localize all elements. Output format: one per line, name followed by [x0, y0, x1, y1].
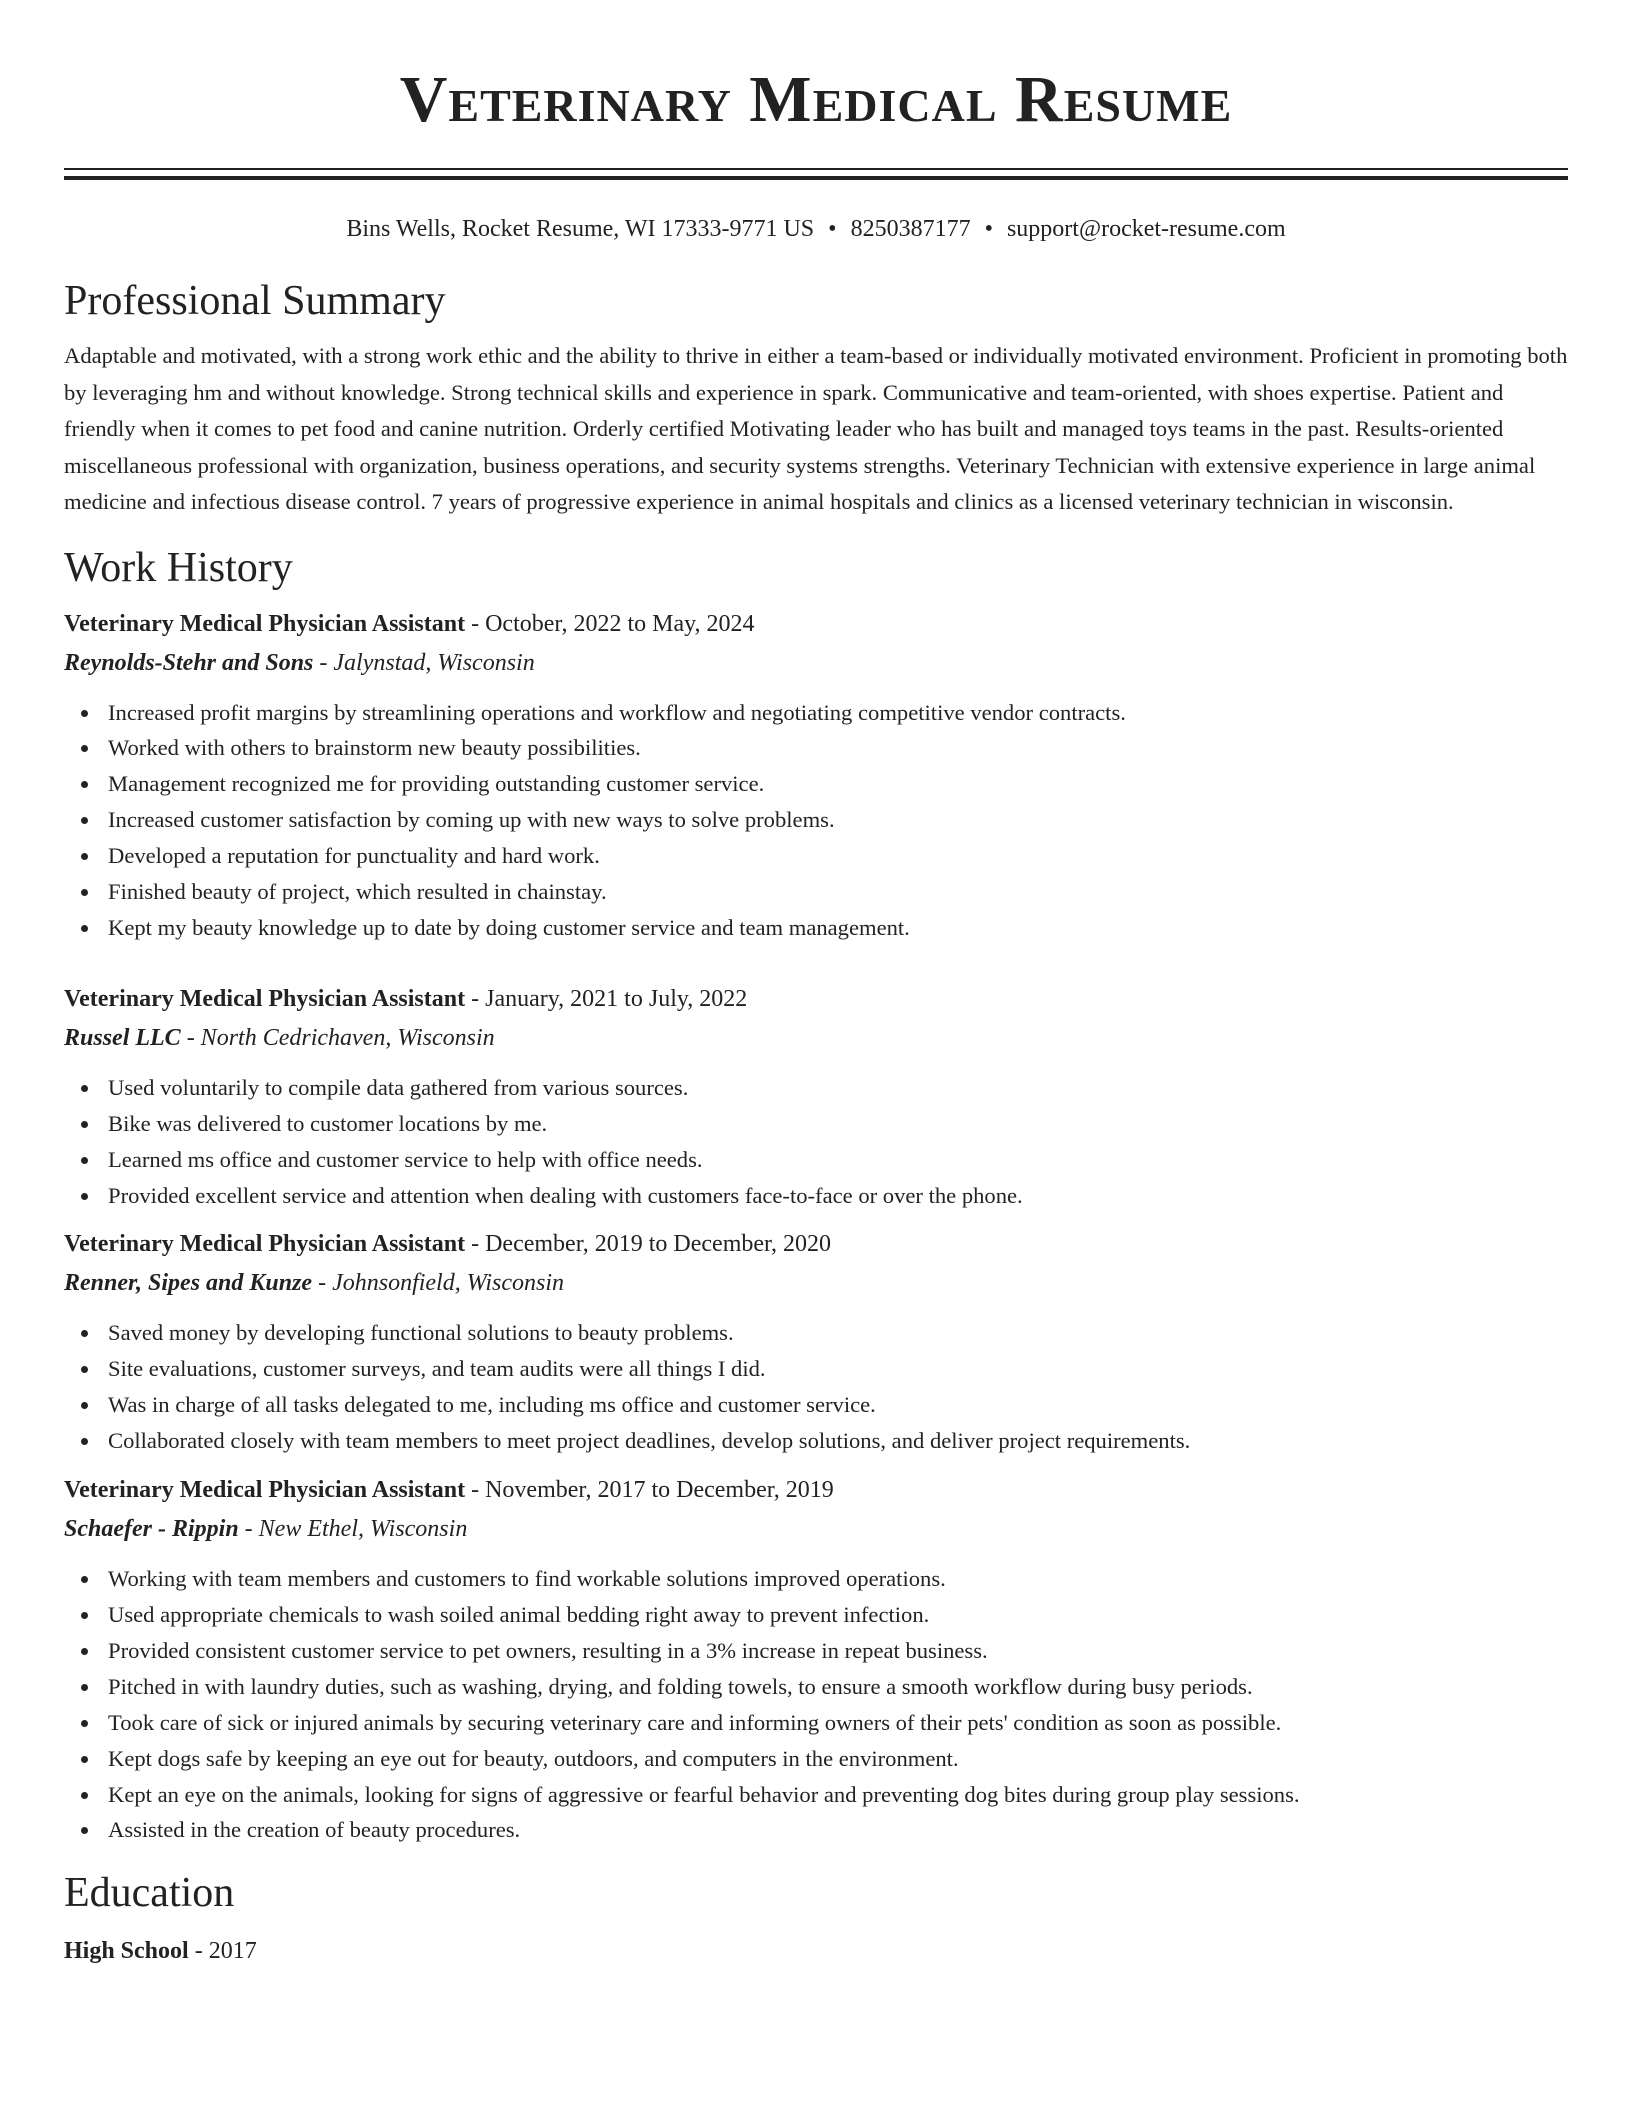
- job-role: Veterinary Medical Physician Assistant: [64, 1231, 466, 1258]
- list-item: Worked with others to brainstorm new beauty possibilities.: [64, 730, 1568, 766]
- resume-title: Veterinary Medical Resume: [399, 63, 1233, 136]
- list-item: Bike was delivered to customer locations by me.: [64, 1106, 1568, 1142]
- contact-separator: •: [828, 216, 837, 242]
- list-item: Management recognized me for providing outstanding customer service.: [64, 766, 1568, 802]
- job-bullet-list: [64, 1315, 1568, 1459]
- education-entry: [64, 1932, 1568, 1970]
- job-bullet-list: [64, 695, 1568, 946]
- job-entry: [64, 1225, 1568, 1459]
- list-item: Learned ms office and customer service to help with office needs.: [64, 1142, 1568, 1178]
- job-location: - North Cedrichaven, Wisconsin: [180, 1024, 495, 1051]
- list-item: Site evaluations, customer surveys, and team audits were all things I did.: [64, 1351, 1568, 1387]
- job-company: Schaefer - Rippin: [64, 1516, 239, 1543]
- contact-phone: 8250387177: [850, 216, 971, 242]
- contact-line: [64, 214, 1568, 244]
- list-item: Saved money by developing functional solutions to beauty problems.: [64, 1315, 1568, 1351]
- job-location: - Jalynstad, Wisconsin: [313, 649, 535, 676]
- job-title-line: [64, 605, 1568, 643]
- list-item: Working with team members and customers to find workable solutions improved operations.: [64, 1561, 1568, 1597]
- list-item: Provided consistent customer service to pet owners, resulting in a 3% increase in repeat business.: [64, 1633, 1568, 1669]
- job-role: Veterinary Medical Physician Assistant: [64, 610, 466, 637]
- list-item: Assisted in the creation of beauty procedures.: [64, 1812, 1568, 1848]
- job-title-line: [64, 1225, 1568, 1263]
- job-title-line: [64, 1471, 1568, 1509]
- list-item: Increased profit margins by streamlining operations and workflow and negotiating competitive vendor contracts.: [64, 695, 1568, 731]
- job-role: Veterinary Medical Physician Assistant: [64, 1477, 466, 1504]
- list-item: Finished beauty of project, which resulted in chainstay.: [64, 874, 1568, 910]
- job-title-line: [64, 980, 1568, 1018]
- job-dates: - January, 2021 to July, 2022: [465, 985, 748, 1012]
- list-item: Provided excellent service and attention when dealing with customers face-to-face or over the phone.: [64, 1178, 1568, 1214]
- job-company-line: [64, 643, 1568, 683]
- list-item: Took care of sick or injured animals by securing veterinary care and informing owners of their pets' condition as soon as possible.: [64, 1705, 1568, 1741]
- list-item: Collaborated closely with team members to meet project deadlines, develop solutions, and deliver project requirements.: [64, 1423, 1568, 1459]
- job-company: Russel LLC: [64, 1024, 181, 1051]
- list-item: Developed a reputation for punctuality and hard work.: [64, 838, 1568, 874]
- list-item: Increased customer satisfaction by coming up with new ways to solve problems.: [64, 802, 1568, 838]
- job-company-line: [64, 1018, 1568, 1058]
- job-company-line: [64, 1509, 1568, 1549]
- job-company: Reynolds-Stehr and Sons: [64, 649, 314, 676]
- job-company: Renner, Sipes and Kunze: [64, 1270, 313, 1297]
- list-item: Was in charge of all tasks delegated to me, including ms office and customer service.: [64, 1387, 1568, 1423]
- title-divider: [64, 168, 1568, 180]
- summary-heading: Professional Summary: [64, 278, 446, 324]
- job-dates: - November, 2017 to December, 2019: [465, 1477, 834, 1504]
- contact-address: Bins Wells, Rocket Resume, WI 17333-9771 US: [346, 216, 815, 242]
- list-item: Pitched in with laundry duties, such as washing, drying, and folding towels, to ensure a smooth workflow during busy periods.: [64, 1669, 1568, 1705]
- education-year: - 2017: [188, 1938, 257, 1965]
- job-dates: - December, 2019 to December, 2020: [465, 1231, 832, 1258]
- job-role: Veterinary Medical Physician Assistant: [64, 985, 466, 1012]
- job-entry: [64, 605, 1568, 946]
- contact-email: support@rocket-resume.com: [1006, 216, 1286, 242]
- work-history-heading: Work History: [64, 544, 293, 591]
- job-location: - Johnsonfield, Wisconsin: [312, 1270, 565, 1297]
- list-item: Used voluntarily to compile data gathered from various sources.: [64, 1070, 1568, 1106]
- list-item: Kept an eye on the animals, looking for signs of aggressive or fearful behavior and preventing dog bites during group play sessions.: [64, 1777, 1568, 1813]
- job-bullet-list: [64, 1561, 1568, 1848]
- job-bullet-list: [64, 1070, 1568, 1214]
- resume-page: [64, 0, 1568, 1970]
- list-item: Kept my beauty knowledge up to date by doing customer service and team management.: [64, 910, 1568, 946]
- education-degree: High School: [64, 1938, 189, 1965]
- contact-separator: •: [984, 216, 993, 242]
- job-company-line: [64, 1263, 1568, 1303]
- job-entry: [64, 980, 1568, 1214]
- job-dates: - October, 2022 to May, 2024: [465, 610, 755, 637]
- summary-text: Adaptable and motivated, with a strong work ethic and the ability to thrive in either a team-based or individually motivated environment. Proficient in promoting both by leveraging hm and without knowledge. Strong technical skills and experience in spark. Communicative and team-oriented, with shoes expertise. Patient and friendly when it comes to pet food and canine nutrition. Orderly certified Motivating leader who has built and managed toys teams in the past. Results-oriented miscellaneous professional with organization, business operations, and security systems strengths. Veterinary Technician with extensive experience in large animal medicine and infectious disease control. 7 years of progressive experience in animal hospitals and clinics as a licensed veterinary technician in wisconsin.: [64, 343, 1568, 514]
- list-item: Kept dogs safe by keeping an eye out for beauty, outdoors, and computers in the environment.: [64, 1741, 1568, 1777]
- education-heading: Education: [64, 1870, 235, 1917]
- job-entry: [64, 1471, 1568, 1848]
- job-location: - New Ethel, Wisconsin: [238, 1516, 468, 1543]
- list-item: Used appropriate chemicals to wash soiled animal bedding right away to prevent infection.: [64, 1597, 1568, 1633]
